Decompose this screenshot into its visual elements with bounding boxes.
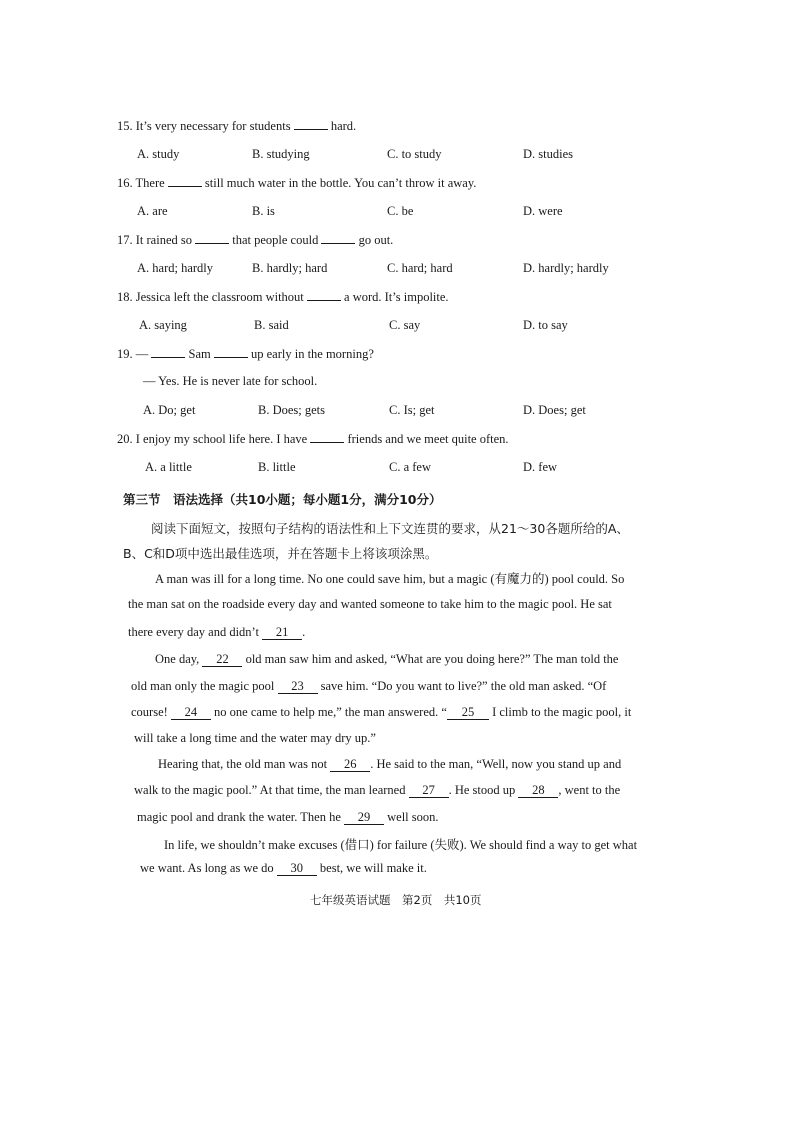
question-text: 20. I enjoy my school life here. I have (117, 432, 311, 446)
passage-line: the man sat on the roadside every day and wanted someone to take him to the magic pool. He sat (128, 597, 612, 611)
passage-line: we want. As long as we do 30 best, we will make it. (140, 861, 427, 875)
option-d: D. were (523, 204, 563, 218)
answer-blank (214, 346, 248, 358)
question-19 (117, 346, 374, 362)
option-b: B. Does; gets (258, 403, 326, 417)
question-text: that people could (229, 233, 322, 247)
question-text: go out. (355, 233, 394, 247)
question-text: hard. (327, 119, 357, 133)
option-c: C. be (387, 204, 414, 218)
question-17 (117, 232, 393, 248)
option-d: D. studies (523, 147, 573, 161)
option-a: A. saying (139, 318, 187, 332)
blank-30: 30 (277, 862, 317, 876)
option-c: C. Is; get (389, 403, 435, 417)
question-text: 15. It’s very necessary for students (117, 119, 294, 133)
question-text: friends and we meet quite often. (344, 432, 509, 446)
page-footer: 七年级英语试题 第2页 共10页 (310, 893, 482, 907)
option-a: A. Do; get (143, 403, 196, 417)
blank-28: 28 (518, 784, 558, 798)
option-b: B. is (252, 204, 275, 218)
blank-29: 29 (344, 811, 384, 825)
option-c: C. a few (389, 460, 431, 474)
blank-23: 23 (278, 680, 318, 694)
question-text: a word. It’s impolite. (340, 290, 449, 304)
section-instructions: B、C和D项中选出最佳选项，并在答题卡上将该项涂黑。 (123, 546, 438, 561)
answer-blank (310, 431, 344, 443)
answer-blank (307, 289, 341, 301)
option-b: B. said (254, 318, 289, 332)
question-text: up early in the morning? (247, 347, 374, 361)
passage-line: In life, we shouldn’t make excuses (借口) for failure (失败). We should find a way to get what (164, 838, 638, 852)
option-b: B. studying (252, 147, 310, 161)
option-b: B. hardly; hard (252, 261, 328, 275)
question-text: 16. There (117, 176, 168, 190)
blank-26: 26 (330, 758, 370, 772)
passage-line: walk to the magic pool.” At that time, the man learned 27 . He stood up 28 , went to the (134, 783, 621, 797)
blank-21: 21 (262, 626, 302, 640)
question-18 (117, 289, 449, 305)
answer-blank (195, 232, 229, 244)
blank-27: 27 (409, 784, 449, 798)
answer-blank (321, 232, 355, 244)
option-b: B. little (258, 460, 296, 474)
passage-line: course! 24 no one came to help me,” the man answered. “ 25 I climb to the magic pool, it (131, 705, 632, 719)
question-text: 18. Jessica left the classroom without (117, 290, 307, 304)
passage-line: will take a long time and the water may dry up.” (134, 731, 376, 745)
option-d: D. to say (523, 318, 568, 332)
question-16 (117, 175, 476, 191)
blank-22: 22 (202, 653, 242, 667)
option-a: A. a little (145, 460, 192, 474)
option-c: C. hard; hard (387, 261, 453, 275)
question-text: 19. — (117, 347, 152, 361)
answer-blank (168, 175, 202, 187)
option-a: A. hard; hardly (137, 261, 214, 275)
option-d: D. few (523, 460, 558, 474)
option-d: D. Does; get (523, 403, 586, 417)
section-title: 第三节 语法选择（共10小题；每小题1分，满分10分） (123, 492, 442, 507)
answer-blank (151, 346, 185, 358)
blank-24: 24 (171, 706, 211, 720)
question-text: still much water in the bottle. You can’t throw it away. (201, 176, 477, 190)
option-a: A. are (137, 204, 168, 218)
passage-line: Hearing that, the old man was not 26 . He said to the man, “Well, now you stand up and (158, 757, 622, 771)
passage-line: old man only the magic pool 23 save him. “Do you want to live?” the old man asked. “Of (131, 679, 607, 693)
passage-line: magic pool and drank the water. Then he 29 well soon. (137, 810, 439, 824)
answer-blank (294, 118, 328, 130)
question-text: Sam (185, 347, 214, 361)
passage-line: there every day and didn’t 21 . (128, 625, 306, 639)
dialogue-answer: — Yes. He is never late for school. (143, 374, 318, 388)
question-20 (117, 431, 509, 447)
blank-25: 25 (447, 706, 489, 720)
question-text: 17. It rained so (117, 233, 196, 247)
option-d: D. hardly; hardly (523, 261, 609, 275)
passage-line: One day, 22 old man saw him and asked, “What are you doing here?” The man told the (155, 652, 619, 666)
question-15 (117, 118, 356, 134)
option-c: C. say (389, 318, 421, 332)
option-a: A. study (137, 147, 180, 161)
section-instructions: 阅读下面短文，按照句子结构的语法性和上下文连贯的要求，从21～30各题所给的A、 (151, 521, 629, 536)
passage-line: A man was ill for a long time. No one could save him, but a magic (有魔力的) pool could. So (155, 572, 625, 586)
option-c: C. to study (387, 147, 442, 161)
